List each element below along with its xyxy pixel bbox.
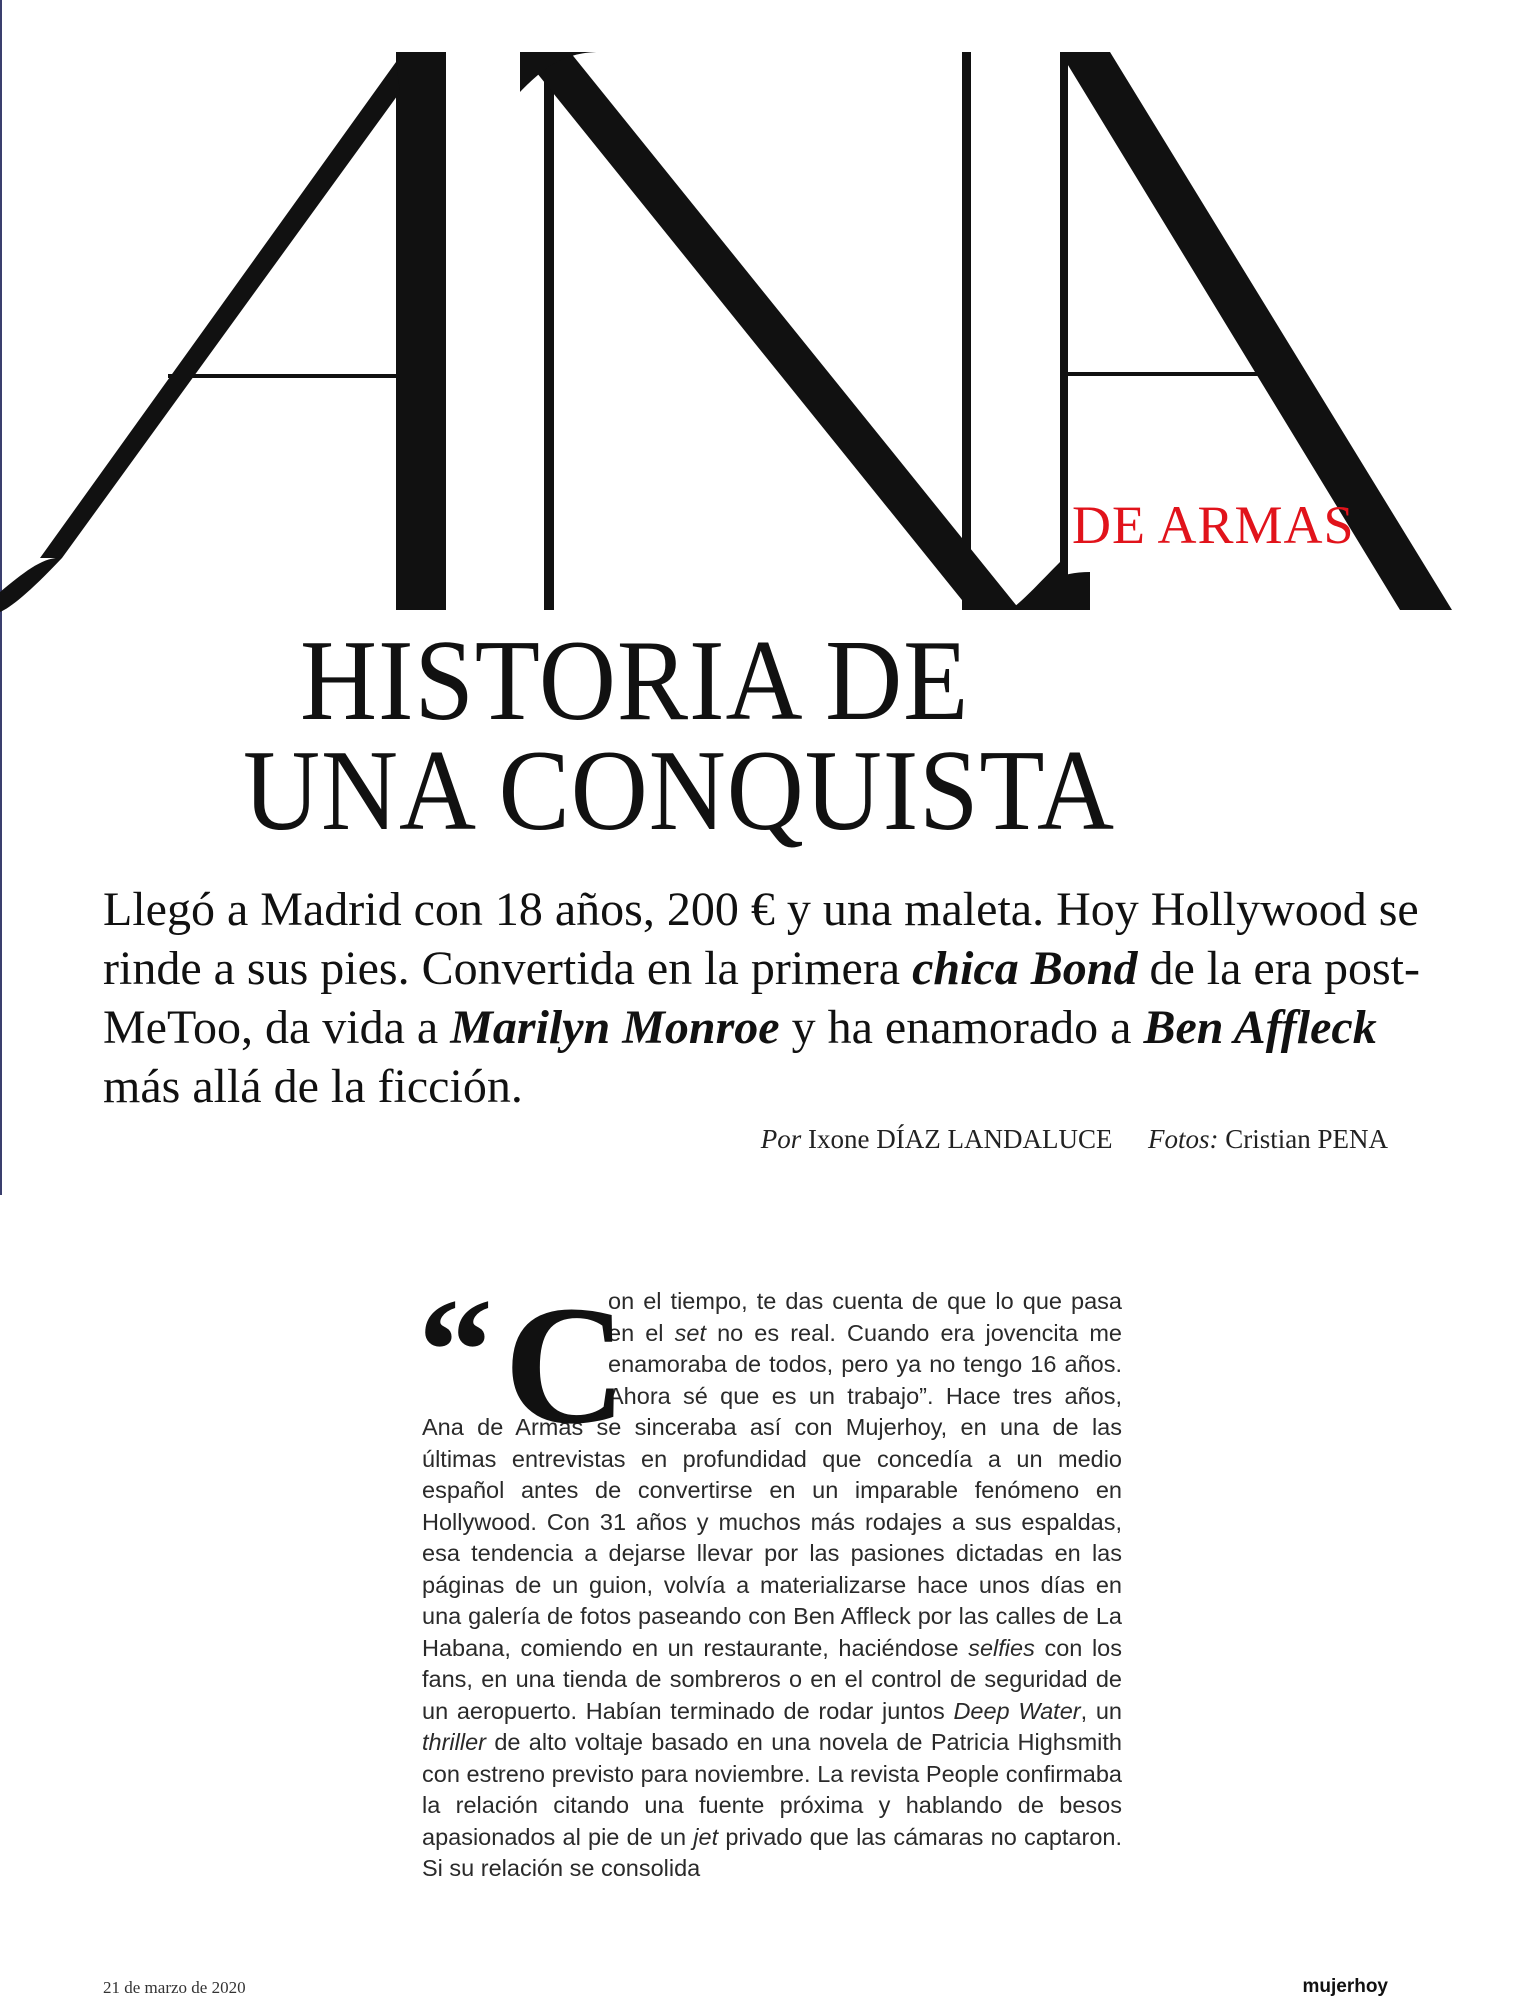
byline-author: Ixone DÍAZ LANDALUCE xyxy=(808,1124,1113,1154)
intro-text-1: Llegó a Madrid con 18 años, 200 € y una maleta. Hoy Hollywood se rinde a sus pies. Convertida en la primera xyxy=(103,883,1419,995)
intro-text-4: más allá de la ficción. xyxy=(103,1060,523,1113)
footer-brand-logo: mujerhoy xyxy=(1302,1976,1388,1997)
title-surname: DE ARMAS xyxy=(1072,495,1355,555)
article-body xyxy=(418,1268,1123,1885)
article-text-3: con los fans, en una tienda de sombreros o en el control de seguridad de un aeropuerto. Habían terminado de rodar juntos xyxy=(422,1634,1122,1724)
byline-photographer: Cristian PENA xyxy=(1225,1124,1388,1154)
article-italic-jet: jet xyxy=(693,1823,719,1850)
article-italic-thriller: thriller xyxy=(422,1729,486,1755)
title-first-name-text: ANA xyxy=(764,52,767,53)
headline-line-1: HISTORIA DE xyxy=(300,617,970,745)
byline-photo-label: Fotos: xyxy=(1147,1124,1219,1154)
article-text-2: no es real. Cuando era jovencita me enamoraba de todos, pero ya no tengo 16 años. Ahora sé que es un trabajo”. Hace tres años, Ana de Armas se sinceraba así con Mujerhoy, en una de las últimas entrevistas en profundidad que concedía a un medio español antes de convertirse en un imparable fenómeno en Hollywood. Con 31 años y muchos más rodajes a sus espaldas, esa tendencia a dejarse llevar por las pasiones dictadas en las páginas de un guion, volvía a materializarse hace unos días en una galería de fotos paseando con Ben Affleck por las calles de La Habana, comiendo en un restaurante, haciéndose xyxy=(422,1319,1122,1661)
article-text-4: , un xyxy=(1080,1697,1123,1724)
intro-emphasis-chica-bond: chica Bond xyxy=(912,942,1138,995)
letter-a-left xyxy=(0,52,446,612)
footer-date: 21 de marzo de 2020 xyxy=(103,1978,246,1997)
article-italic-selfies: selfies xyxy=(968,1634,1035,1661)
intro-paragraph xyxy=(103,880,1443,1116)
article-text-6: privado que las cámaras no captaron. Si su relación se consolida xyxy=(422,1823,1122,1881)
article-italic-deep-water: Deep Water xyxy=(953,1697,1081,1724)
intro-text-2: de la era post-MeToo, da vida a xyxy=(103,942,1420,1054)
intro-emphasis-marilyn-monroe: Marilyn Monroe xyxy=(450,1001,780,1054)
article-text-5: de alto voltaje basado en una novela de Patricia Highsmith con estreno previsto para noviembre. La revista People confirmaba la relación citando una fuente próxima y hablando de besos apasionados al pie de un xyxy=(422,1729,1122,1850)
byline-author-label: Por xyxy=(760,1124,802,1154)
headline-line-2: UNA CONQUISTA xyxy=(242,727,1115,855)
headline xyxy=(242,617,1220,855)
drop-cap-letter: C xyxy=(504,1271,627,1459)
intro-text-3: y ha enamorado a xyxy=(779,1001,1144,1054)
article-text-1: on el tiempo, te das cuenta de que lo que pasa en el xyxy=(608,1288,1122,1346)
letter-n xyxy=(520,52,1090,610)
article-italic-set: set xyxy=(674,1319,706,1346)
intro-emphasis-ben-affleck: Ben Affleck xyxy=(1143,1001,1377,1054)
drop-cap xyxy=(418,1268,627,1459)
quote-mark-icon: “ xyxy=(418,1268,493,1434)
byline xyxy=(761,1124,1388,1155)
